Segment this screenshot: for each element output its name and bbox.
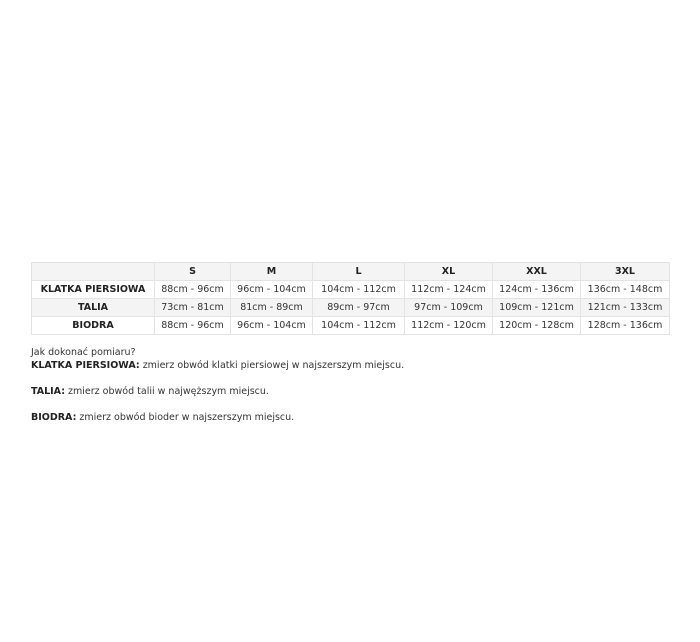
table-cell: 97cm - 109cm [405,299,493,317]
header-cell-s: S [155,263,231,281]
header-cell-xxl: XXL [493,263,581,281]
row-label-waist: TALIA [32,299,155,317]
size-chart-table [31,262,670,335]
header-cell-xl: XL [405,263,493,281]
table-cell: 121cm - 133cm [581,299,670,317]
table-cell: 88cm - 96cm [155,317,231,335]
table-row-chest [32,281,670,299]
table-cell: 81cm - 89cm [231,299,313,317]
hips-instruction-text: zmierz obwód bioder w najszerszym miejscu. [76,412,295,423]
table-cell: 88cm - 96cm [155,281,231,299]
measurement-question: Jak dokonać pomiaru? [31,347,136,358]
waist-instruction-text: zmierz obwód talii w najwęższym miejscu. [65,386,269,397]
table-cell: 89cm - 97cm [313,299,405,317]
table-header-row [32,263,670,281]
table-cell: 73cm - 81cm [155,299,231,317]
table-cell: 104cm - 112cm [313,317,405,335]
table-cell: 96cm - 104cm [231,281,313,299]
table-cell: 109cm - 121cm [493,299,581,317]
header-cell-m: M [231,263,313,281]
chest-instruction-label: KLATKA PIERSIOWA: [31,360,140,371]
hips-instruction-label: BIODRA: [31,412,77,423]
waist-instruction [31,385,651,398]
waist-instruction-label: TALIA: [31,386,66,397]
measurement-instructions [31,346,651,424]
table-cell: 120cm - 128cm [493,317,581,335]
header-cell-l: L [313,263,405,281]
table-cell: 128cm - 136cm [581,317,670,335]
hips-instruction [31,411,651,424]
row-label-chest: KLATKA PIERSIOWA [32,281,155,299]
row-label-hips: BIODRA [32,317,155,335]
header-cell-empty [32,263,155,281]
header-cell-3xl: 3XL [581,263,670,281]
table-cell: 136cm - 148cm [581,281,670,299]
table-row-hips [32,317,670,335]
table-cell: 104cm - 112cm [313,281,405,299]
table-cell: 112cm - 120cm [405,317,493,335]
chest-instruction-text: zmierz obwód klatki piersiowej w najszerszym miejscu. [139,360,405,371]
table-cell: 96cm - 104cm [231,317,313,335]
table-cell: 124cm - 136cm [493,281,581,299]
table-cell: 112cm - 124cm [405,281,493,299]
table-row-waist [32,299,670,317]
chest-instruction [31,359,651,372]
